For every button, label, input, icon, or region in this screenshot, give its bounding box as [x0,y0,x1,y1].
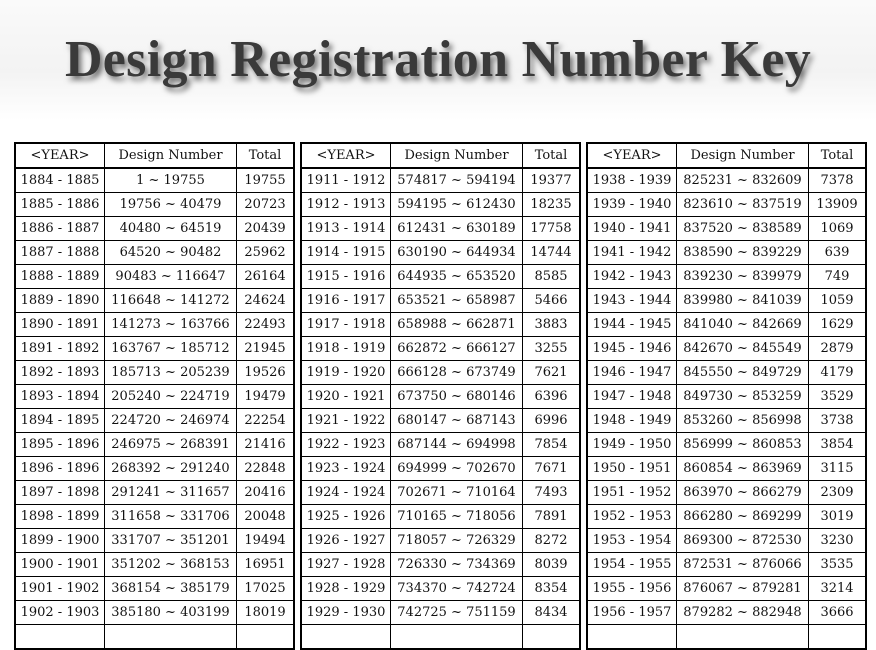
table-row [15,577,294,601]
table-row [15,241,294,265]
total-cell: 3230 [809,529,867,553]
year-cell: 1922 - 1923 [301,433,391,457]
total-cell: 3019 [809,505,867,529]
table-row [15,193,294,217]
total-cell: 21945 [237,337,295,361]
design-number-cell: 710165 ~ 718056 [391,505,523,529]
table-row [301,193,580,217]
table-row [587,217,866,241]
year-cell: 1941 - 1942 [587,241,677,265]
total-cell: 25962 [237,241,295,265]
total-cell: 3214 [809,577,867,601]
design-number-cell: 630190 ~ 644934 [391,241,523,265]
table-row [15,481,294,505]
total-header: Total [237,143,295,168]
design-number-cell: 331707 ~ 351201 [105,529,237,553]
year-cell: 1954 - 1955 [587,553,677,577]
design-number-cell: 224720 ~ 246974 [105,409,237,433]
total-cell: 3883 [523,313,581,337]
total-cell: 1069 [809,217,867,241]
table-row [301,313,580,337]
table-row [15,433,294,457]
table-row-cutoff [587,625,866,650]
total-cell: 20439 [237,217,295,241]
year-cell [15,625,105,650]
design-number-cell: 841040 ~ 842669 [677,313,809,337]
total-cell: 3854 [809,433,867,457]
table-row [301,577,580,601]
table-row [301,529,580,553]
design-number-cell: 185713 ~ 205239 [105,361,237,385]
year-cell: 1942 - 1943 [587,265,677,289]
total-cell: 26164 [237,265,295,289]
table-row [587,265,866,289]
year-cell [301,625,391,650]
design-number-cell: 872531 ~ 876066 [677,553,809,577]
table-row [301,481,580,505]
total-cell: 22493 [237,313,295,337]
table-row [301,433,580,457]
design-number-cell: 879282 ~ 882948 [677,601,809,625]
design-number-cell: 845550 ~ 849729 [677,361,809,385]
year-cell: 1953 - 1954 [587,529,677,553]
year-cell: 1921 - 1922 [301,409,391,433]
total-cell: 8039 [523,553,581,577]
design-number-cell: 680147 ~ 687143 [391,409,523,433]
registration-table-3 [586,142,867,650]
design-number-cell: 594195 ~ 612430 [391,193,523,217]
design-number-cell: 385180 ~ 403199 [105,601,237,625]
year-cell: 1928 - 1929 [301,577,391,601]
total-cell: 22254 [237,409,295,433]
design-number-header: Design Number [677,143,809,168]
design-number-cell: 246975 ~ 268391 [105,433,237,457]
table-row [15,217,294,241]
year-cell: 1912 - 1913 [301,193,391,217]
total-cell: 1629 [809,313,867,337]
table-row [15,505,294,529]
total-cell: 17758 [523,217,581,241]
total-cell: 8272 [523,529,581,553]
total-cell: 19377 [523,168,581,193]
total-cell: 3738 [809,409,867,433]
design-number-cell: 1 ~ 19755 [105,168,237,193]
year-cell: 1911 - 1912 [301,168,391,193]
registration-table-2 [300,142,581,650]
total-cell: 2309 [809,481,867,505]
design-number-cell: 694999 ~ 702670 [391,457,523,481]
table-row [301,289,580,313]
design-number-cell: 90483 ~ 116647 [105,265,237,289]
year-cell: 1945 - 1946 [587,337,677,361]
total-cell: 3535 [809,553,867,577]
design-number-cell [391,625,523,650]
total-cell: 639 [809,241,867,265]
table-row [15,409,294,433]
year-cell: 1920 - 1921 [301,385,391,409]
year-cell: 1917 - 1918 [301,313,391,337]
design-number-cell: 839230 ~ 839979 [677,265,809,289]
table-row [15,385,294,409]
design-number-cell: 141273 ~ 163766 [105,313,237,337]
total-cell: 7671 [523,457,581,481]
table-row [587,385,866,409]
design-number-cell: 612431 ~ 630189 [391,217,523,241]
design-number-cell: 666128 ~ 673749 [391,361,523,385]
design-number-cell: 856999 ~ 860853 [677,433,809,457]
total-cell: 8585 [523,265,581,289]
design-number-cell: 268392 ~ 291240 [105,457,237,481]
total-cell: 6996 [523,409,581,433]
design-number-cell: 40480 ~ 64519 [105,217,237,241]
table-row [587,409,866,433]
total-cell: 21416 [237,433,295,457]
table-row [301,265,580,289]
design-number-cell: 64520 ~ 90482 [105,241,237,265]
total-cell: 5466 [523,289,581,313]
year-cell: 1890 - 1891 [15,313,105,337]
table-row [301,241,580,265]
design-number-cell: 866280 ~ 869299 [677,505,809,529]
total-cell: 20048 [237,505,295,529]
year-cell: 1893 - 1894 [15,385,105,409]
year-cell: 1902 - 1903 [15,601,105,625]
page-title: Design Registration Number Key [64,31,812,88]
table-row [301,361,580,385]
design-number-cell: 823610 ~ 837519 [677,193,809,217]
year-cell: 1884 - 1885 [15,168,105,193]
year-cell: 1948 - 1949 [587,409,677,433]
table-row [15,601,294,625]
year-cell: 1885 - 1886 [15,193,105,217]
year-cell [587,625,677,650]
year-cell: 1943 - 1944 [587,289,677,313]
year-cell: 1894 - 1895 [15,409,105,433]
year-cell: 1951 - 1952 [587,481,677,505]
year-cell: 1955 - 1956 [587,577,677,601]
table-row-cutoff [301,625,580,650]
table-row [587,289,866,313]
design-number-cell: 205240 ~ 224719 [105,385,237,409]
design-number-cell: 863970 ~ 866279 [677,481,809,505]
year-header: <YEAR> [587,143,677,168]
total-cell: 13909 [809,193,867,217]
design-number-cell: 849730 ~ 853259 [677,385,809,409]
total-cell: 3529 [809,385,867,409]
year-cell: 1944 - 1945 [587,313,677,337]
design-number-cell: 876067 ~ 879281 [677,577,809,601]
year-cell: 1898 - 1899 [15,505,105,529]
design-number-cell: 19756 ~ 40479 [105,193,237,217]
total-cell: 4179 [809,361,867,385]
design-number-cell: 837520 ~ 838589 [677,217,809,241]
design-number-cell: 839980 ~ 841039 [677,289,809,313]
total-cell: 22848 [237,457,295,481]
total-cell: 19479 [237,385,295,409]
total-cell: 18235 [523,193,581,217]
design-number-cell: 653521 ~ 658987 [391,289,523,313]
total-cell: 14744 [523,241,581,265]
year-cell: 1918 - 1919 [301,337,391,361]
total-cell [237,625,295,650]
table-row [301,217,580,241]
design-number-cell: 838590 ~ 839229 [677,241,809,265]
total-cell: 17025 [237,577,295,601]
table-row [587,577,866,601]
table-row [587,361,866,385]
title-banner [0,0,876,120]
table-row [301,409,580,433]
year-cell: 1952 - 1953 [587,505,677,529]
design-number-cell: 351202 ~ 368153 [105,553,237,577]
total-cell: 16951 [237,553,295,577]
total-cell: 7854 [523,433,581,457]
design-number-cell: 311658 ~ 331706 [105,505,237,529]
table-row [15,457,294,481]
year-cell: 1919 - 1920 [301,361,391,385]
total-cell: 1059 [809,289,867,313]
design-number-cell: 673750 ~ 680146 [391,385,523,409]
design-number-cell: 658988 ~ 662871 [391,313,523,337]
year-cell: 1888 - 1889 [15,265,105,289]
design-number-cell: 726330 ~ 734369 [391,553,523,577]
design-number-cell: 662872 ~ 666127 [391,337,523,361]
year-cell: 1886 - 1887 [15,217,105,241]
total-cell: 20416 [237,481,295,505]
table-row [15,361,294,385]
table-row [587,529,866,553]
year-header: <YEAR> [15,143,105,168]
table-row [587,241,866,265]
year-cell: 1949 - 1950 [587,433,677,457]
design-number-cell: 291241 ~ 311657 [105,481,237,505]
total-header: Total [809,143,867,168]
year-cell: 1897 - 1898 [15,481,105,505]
total-cell: 8354 [523,577,581,601]
year-cell: 1926 - 1927 [301,529,391,553]
year-cell: 1927 - 1928 [301,553,391,577]
total-cell: 19755 [237,168,295,193]
design-number-cell: 842670 ~ 845549 [677,337,809,361]
design-number-cell [105,625,237,650]
year-cell: 1946 - 1947 [587,361,677,385]
table-row [587,433,866,457]
total-cell: 7891 [523,505,581,529]
design-number-cell: 574817 ~ 594194 [391,168,523,193]
table-row-cutoff [15,625,294,650]
design-number-header: Design Number [105,143,237,168]
table-row [587,505,866,529]
table-row [15,553,294,577]
total-cell: 20723 [237,193,295,217]
year-cell: 1892 - 1893 [15,361,105,385]
year-cell: 1939 - 1940 [587,193,677,217]
table-row [15,265,294,289]
total-cell: 24624 [237,289,295,313]
design-number-cell: 869300 ~ 872530 [677,529,809,553]
table-row [301,168,580,193]
table-row [301,337,580,361]
total-cell: 2879 [809,337,867,361]
year-cell: 1916 - 1917 [301,289,391,313]
table-row [301,601,580,625]
total-cell: 7378 [809,168,867,193]
design-number-cell: 860854 ~ 863969 [677,457,809,481]
year-cell: 1914 - 1915 [301,241,391,265]
design-number-cell: 825231 ~ 832609 [677,168,809,193]
table-row [587,193,866,217]
total-cell: 7621 [523,361,581,385]
table-row [587,457,866,481]
total-cell: 3666 [809,601,867,625]
year-cell: 1891 - 1892 [15,337,105,361]
table-row [587,601,866,625]
table-row [15,337,294,361]
year-cell: 1895 - 1896 [15,433,105,457]
total-cell: 8434 [523,601,581,625]
year-header: <YEAR> [301,143,391,168]
year-cell: 1915 - 1916 [301,265,391,289]
design-number-cell: 702671 ~ 710164 [391,481,523,505]
year-cell: 1950 - 1951 [587,457,677,481]
design-number-header: Design Number [391,143,523,168]
year-cell: 1940 - 1941 [587,217,677,241]
year-cell: 1924 - 1924 [301,481,391,505]
design-number-cell: 116648 ~ 141272 [105,289,237,313]
table-row [15,168,294,193]
year-cell: 1929 - 1930 [301,601,391,625]
year-cell: 1925 - 1926 [301,505,391,529]
design-number-cell: 742725 ~ 751159 [391,601,523,625]
table-row [587,553,866,577]
year-cell: 1901 - 1902 [15,577,105,601]
table-row [15,313,294,337]
year-cell: 1913 - 1914 [301,217,391,241]
year-cell: 1947 - 1948 [587,385,677,409]
total-cell: 18019 [237,601,295,625]
total-cell [523,625,581,650]
total-cell [809,625,867,650]
year-cell: 1896 - 1896 [15,457,105,481]
total-cell: 6396 [523,385,581,409]
table-row [301,385,580,409]
header-row [587,143,866,168]
design-number-cell: 163767 ~ 185712 [105,337,237,361]
total-cell: 19526 [237,361,295,385]
total-cell: 7493 [523,481,581,505]
table-row [15,529,294,553]
total-cell: 749 [809,265,867,289]
total-cell: 19494 [237,529,295,553]
year-cell: 1889 - 1890 [15,289,105,313]
total-header: Total [523,143,581,168]
table-row [15,289,294,313]
design-number-cell: 644935 ~ 653520 [391,265,523,289]
registration-table-1 [14,142,295,650]
table-row [301,457,580,481]
table-row [587,168,866,193]
header-row [301,143,580,168]
table-row [587,481,866,505]
design-number-cell [677,625,809,650]
total-cell: 3115 [809,457,867,481]
design-number-cell: 368154 ~ 385179 [105,577,237,601]
year-cell: 1938 - 1939 [587,168,677,193]
year-cell: 1900 - 1901 [15,553,105,577]
year-cell: 1956 - 1957 [587,601,677,625]
header-row [15,143,294,168]
table-row [587,313,866,337]
total-cell: 3255 [523,337,581,361]
year-cell: 1887 - 1888 [15,241,105,265]
year-cell: 1899 - 1900 [15,529,105,553]
table-row [301,505,580,529]
table-row [301,553,580,577]
design-number-cell: 718057 ~ 726329 [391,529,523,553]
design-number-cell: 734370 ~ 742724 [391,577,523,601]
year-cell: 1923 - 1924 [301,457,391,481]
design-number-cell: 687144 ~ 694998 [391,433,523,457]
table-row [587,337,866,361]
design-number-cell: 853260 ~ 856998 [677,409,809,433]
